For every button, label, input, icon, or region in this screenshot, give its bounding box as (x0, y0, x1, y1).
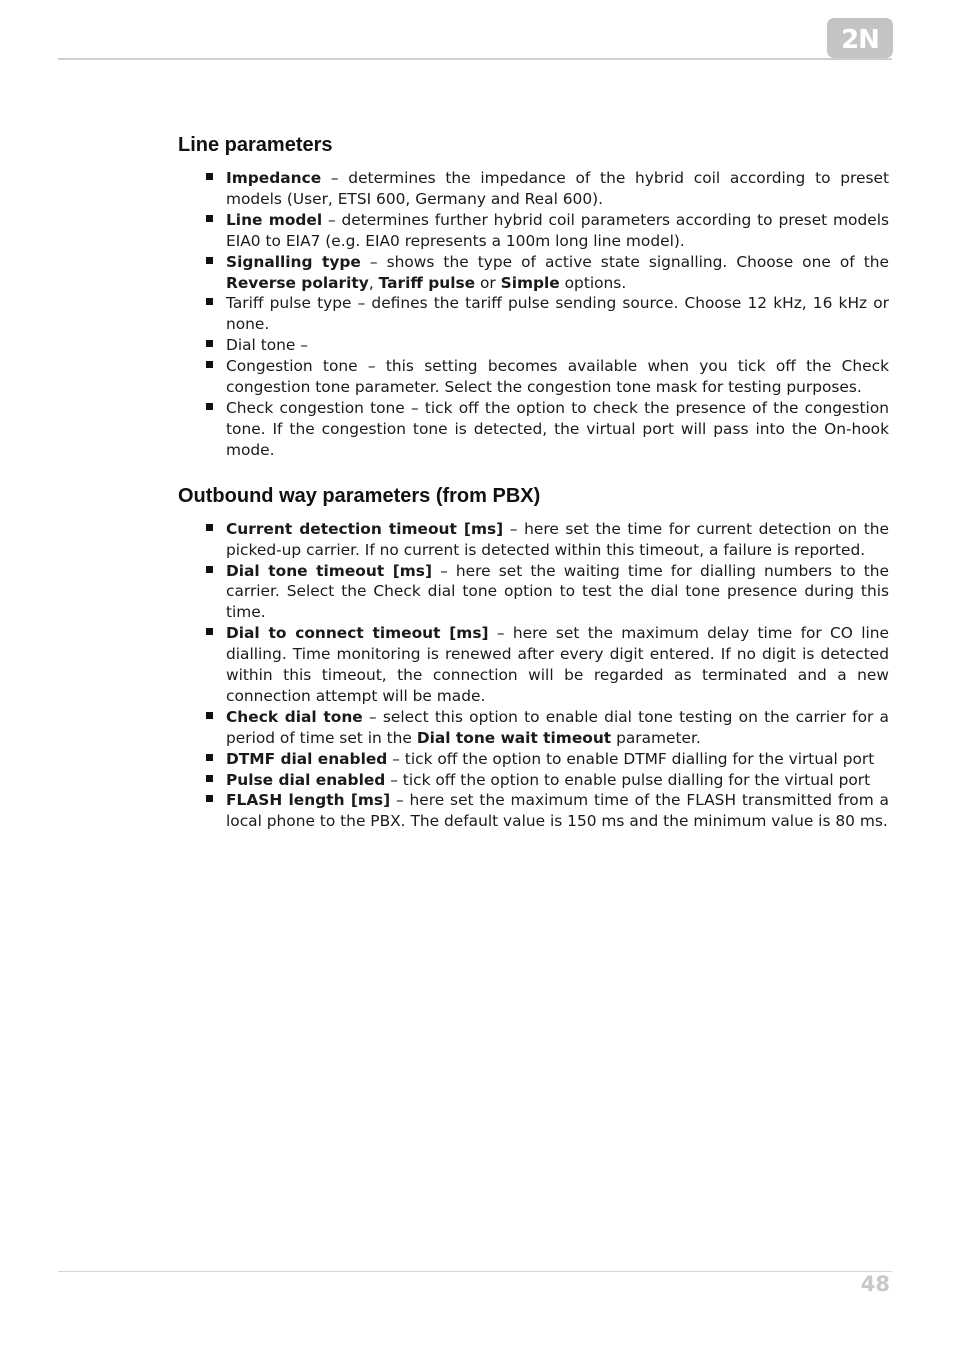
section-title-outbound-way: Outbound way parameters (from PBX) (178, 484, 541, 507)
footer-divider (58, 1271, 892, 1272)
section-title-line-parameters: Line parameters (178, 134, 333, 156)
list-item-check-congestion-tone: Check congestion tone – tick off the option to check the presence of the congestion tone. If the congestion tone is detected, the virtual port will pass into the On-hook mode. (226, 398, 889, 459)
list-item-tariff-pulse-type: Tariff pulse type – defines the tariff pulse sending source. Choose 12 kHz, 16 kHz or none. (226, 294, 889, 334)
list-item-current-detection-timeout: Current detection timeout [ms] – here set the time for current detection on the picked-up carrier. If no current is detected within this timeout, a failure is reported. (226, 519, 889, 559)
list-item-check-dial-tone: Check dial tone – select this option to enable dial tone testing on the carrier for a period of time set in the Dial tone wait timeout parameter. (226, 707, 889, 747)
list-item-dial-to-connect-timeout: Dial to connect timeout [ms] – here set the maximum delay time for CO line dialling. Time monitoring is renewed after every digit entered. If no digit is detected within this timeout, the connection will be regarded as terminated and a new connection attempt will be made. (226, 624, 889, 705)
list-item-flash-length: FLASH length [ms] – here set the maximum time of the FLASH transmitted from a local phone to the PBX. The default value is 150 ms and the minimum value is 80 ms. (226, 791, 889, 831)
page-number: 48 (860, 1272, 890, 1296)
outbound-parameters-list (178, 519, 889, 833)
company-logo (827, 18, 893, 58)
list-item-impedance: Impedance – determines the impedance of the hybrid coil according to preset models (User, ETSI 600, Germany and Real 600). (226, 169, 889, 208)
list-item-dtmf-dial-enabled: DTMF dial enabled – tick off the option to enable DTMF dialling for the virtual port (226, 749, 889, 770)
list-item-congestion-tone: Congestion tone – this setting becomes available when you tick off the Check congestion tone parameter. Select the congestion tone mask for testing purposes. (226, 357, 889, 397)
line-parameters-list (178, 168, 889, 461)
page-content (178, 131, 889, 832)
header-divider (58, 58, 892, 60)
list-item-pulse-dial-enabled: Pulse dial enabled – tick off the option to enable pulse dialling for the virtual port (226, 770, 889, 791)
list-item-dial-tone: Dial tone – (226, 335, 889, 356)
list-item-dial-tone-timeout: Dial tone timeout [ms] – here set the waiting time for dialling numbers to the carrier. Select the Check dial tone option to test the dial tone presence during this time. (226, 561, 889, 622)
svg-text:2N: 2N (841, 25, 879, 55)
list-item-signalling-type: Signalling type – shows the type of active state signalling. Choose one of the Reverse polarity, Tariff pulse or Simple options. (226, 252, 889, 292)
list-item-line-model: Line model – determines further hybrid coil parameters according to preset models EIA0 to EIA7 (e.g. EIA0 represents a 100m long line model). (226, 210, 889, 250)
